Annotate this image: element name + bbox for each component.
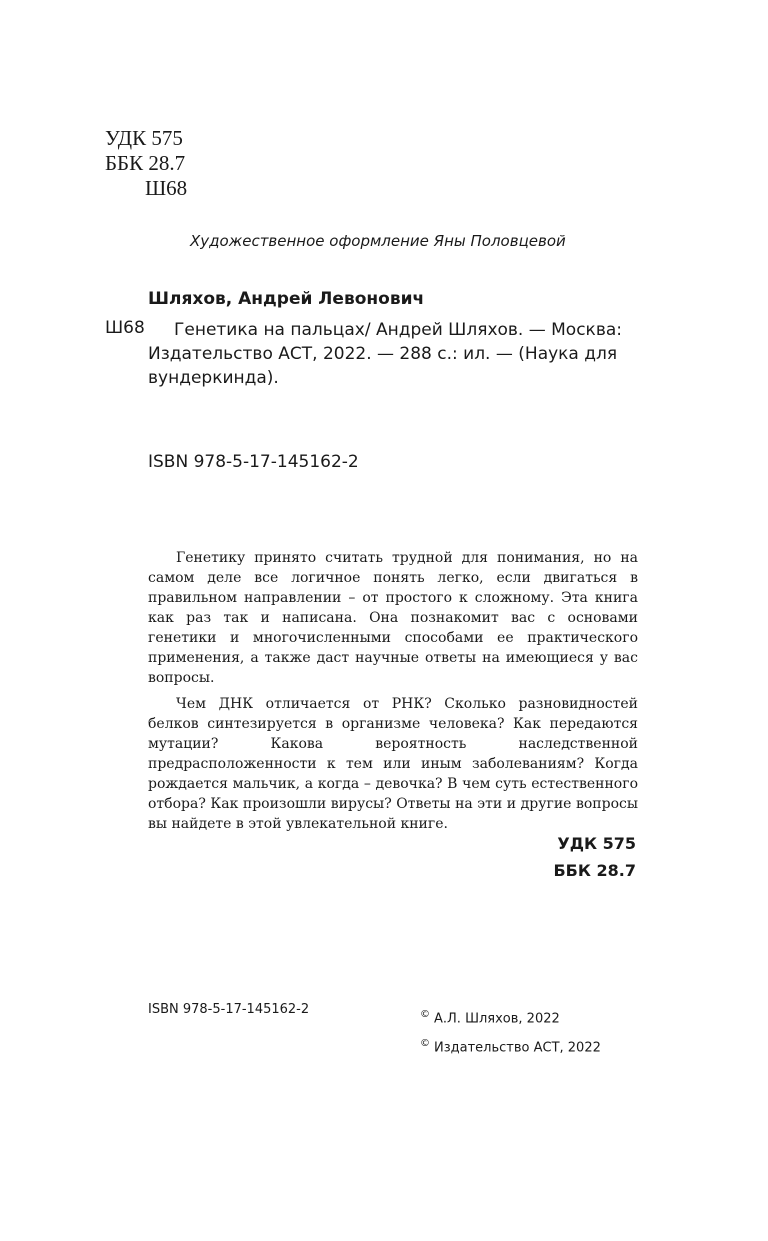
annotation-paragraph: Чем ДНК отличается от РНК? Сколько разновидностей белков синтезируется в организме человека? Как передаются мутации? Какова вероятность наследственной предрасположенности к тем или иным заболеваниям? Когда рождается мальчик, а когда – девочка? В чем суть естественного отбора? Как произошли вирусы? Ответы на эти и другие вопросы вы найдете в этой увлекательной книге. (148, 696, 638, 832)
author-mark: Ш68 (145, 176, 188, 200)
bbk-code-bottom: ББК 28.7 (553, 861, 636, 880)
design-credit: Художественное оформление Яны Половцевой (190, 232, 566, 250)
bottom-classification (553, 830, 636, 884)
author-code: Ш68 (105, 318, 145, 338)
isbn-bottom: ISBN 978-5-17-145162-2 (148, 1002, 310, 1017)
copyright-icon: © (420, 1009, 430, 1020)
author-name: Шляхов, Андрей Левонович (148, 289, 425, 309)
copyright-line (420, 1031, 601, 1060)
bibliographic-description: Генетика на пальцах/ Андрей Шляхов. — Москва: Издательство АСТ, 2022. — 288 с.: ил. — (Наука для вундеркинда). (148, 320, 622, 388)
copyright-icon: © (420, 1038, 430, 1050)
copyright-text: А.Л. Шляхов, 2022 (434, 1011, 560, 1027)
udk-code-bottom: УДК 575 (557, 834, 636, 853)
bbk-code: ББК 28.7 (105, 151, 186, 175)
copyright-block (420, 1002, 601, 1061)
copyright-text: Издательство АСТ, 2022 (434, 1040, 601, 1056)
isbn: ISBN 978-5-17-145162-2 (148, 452, 359, 472)
annotation-paragraph: Генетику принято считать трудной для понимания, но на самом деле все логичное понять легко, если двигаться в правильном направлении – от простого к сложному. Эта книга как раз так и написана. Она познакомит вас с основами генетики и многочисленными способами ее практического применения, а также даст научные ответы на имеющиеся у вас вопросы. (148, 550, 638, 686)
annotation (148, 548, 638, 840)
udk-code: УДК 575 (105, 126, 183, 150)
classification-block (105, 126, 187, 201)
copyright-line (420, 1002, 601, 1031)
